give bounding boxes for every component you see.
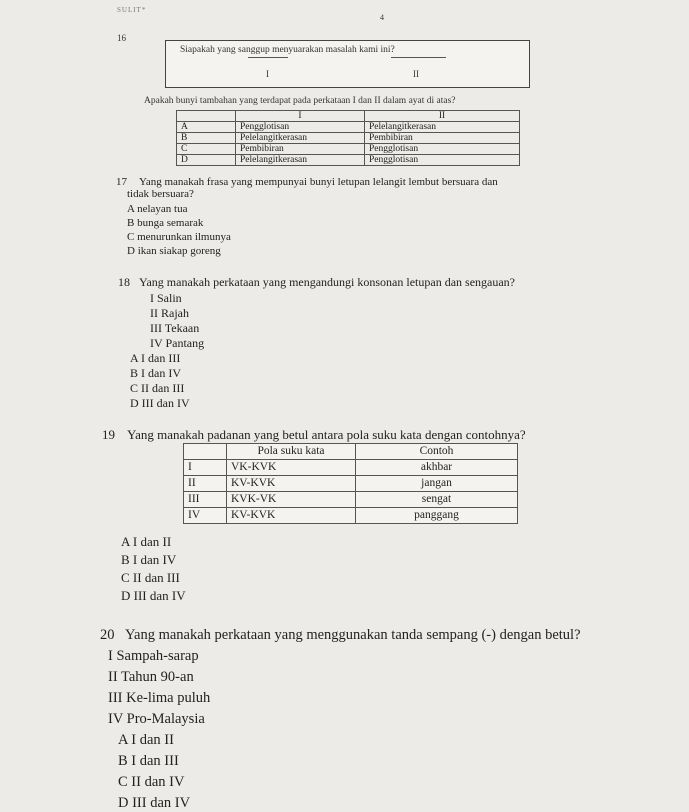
q18-question: Yang manakah perkataan yang mengandungi konsonan letupan dan sengauan?	[139, 275, 516, 289]
table-cell: Pengglotisan	[365, 155, 520, 166]
q16-number: 16	[117, 33, 126, 43]
table-cell: II	[365, 111, 520, 122]
table-cell: Pengglotisan	[236, 122, 365, 133]
table-row	[177, 144, 520, 155]
q17-option-b: B bunga semarak	[127, 217, 204, 229]
table-row	[184, 492, 518, 508]
table-cell: VK-KVK	[227, 460, 356, 476]
page-number: 4	[380, 13, 384, 22]
q19-option-a: A I dan II	[121, 534, 172, 549]
q18-item-2: II Rajah	[150, 306, 189, 320]
table-row	[184, 460, 518, 476]
table-header-row	[184, 444, 518, 460]
q19-option-b: B I dan IV	[121, 552, 177, 567]
q19-option-c: C II dan III	[121, 570, 180, 585]
q18-option-c: C II dan III	[130, 381, 185, 395]
q20-question: Yang manakah perkataan yang menggunakan tanda sempang (-) dengan betul?	[125, 627, 581, 643]
table-cell: Pembibiran	[236, 144, 365, 155]
table-cell: I	[236, 111, 365, 122]
q20-item-1: I Sampah-sarap	[108, 648, 199, 664]
q17-question-line1: Yang manakah frasa yang mempunyai bunyi letupan lelangit lembut bersuara dan	[139, 176, 498, 188]
table-row	[177, 122, 520, 133]
q16-marker-2: II	[413, 69, 419, 79]
q18-item-4: IV Pantang	[150, 336, 205, 350]
table-cell: panggang	[356, 508, 518, 524]
table-header-row	[177, 111, 520, 122]
q19-question: Yang manakah padanan yang betul antara pola suku kata dengan contohnya?	[127, 427, 526, 442]
q16-marker-1: I	[266, 69, 269, 79]
table-cell	[177, 111, 236, 122]
q18-number: 18	[118, 275, 130, 289]
q18-item-3: III Tekaan	[150, 321, 200, 335]
q19-option-d: D III dan IV	[121, 588, 186, 603]
table-cell: sengat	[356, 492, 518, 508]
table-cell: jangan	[356, 476, 518, 492]
q17-option-a: A nelayan tua	[127, 203, 188, 215]
q16-sentence-box	[165, 40, 530, 88]
q17-question-line2: tidak bersuara?	[127, 188, 194, 200]
subject-label: SULIT*	[117, 6, 147, 14]
q17-option-d: D ikan siakap goreng	[127, 245, 221, 257]
table-cell: KV-KVK	[227, 508, 356, 524]
table-cell: Pelelangitkerasan	[236, 155, 365, 166]
q20-number: 20	[100, 627, 115, 643]
q16-table	[176, 110, 520, 166]
table-cell: D	[177, 155, 236, 166]
q20-item-4: IV Pro-Malaysia	[108, 711, 205, 727]
table-cell: Pembibiran	[365, 133, 520, 144]
table-cell: I	[184, 460, 227, 476]
q19-table	[183, 443, 518, 524]
q18-option-b: B I dan IV	[130, 366, 181, 380]
table-row	[184, 508, 518, 524]
q20-option-a: A I dan II	[118, 732, 174, 748]
table-cell: III	[184, 492, 227, 508]
table-cell: Pelelangitkerasan	[365, 122, 520, 133]
table-cell: C	[177, 144, 236, 155]
table-cell: Pola suku kata	[227, 444, 356, 460]
q16-underline-2	[391, 57, 446, 58]
q20-item-2: II Tahun 90-an	[108, 669, 194, 685]
table-cell: KV-KVK	[227, 476, 356, 492]
q18-option-a: A I dan III	[130, 351, 181, 365]
table-cell: Pelelangitkerasan	[236, 133, 365, 144]
table-row	[184, 476, 518, 492]
q20-item-3: III Ke-lima puluh	[108, 690, 211, 706]
q20-option-b: B I dan III	[118, 753, 179, 769]
q16-underline-1	[248, 57, 288, 58]
table-cell: Contoh	[356, 444, 518, 460]
q19-number: 19	[102, 427, 115, 442]
table-cell: A	[177, 122, 236, 133]
q16-question: Apakah bunyi tambahan yang terdapat pada perkataan I dan II dalam ayat di atas?	[144, 96, 456, 106]
table-row	[177, 155, 520, 166]
table-cell: KVK-VK	[227, 492, 356, 508]
q17-option-c: C menurunkan ilmunya	[127, 231, 231, 243]
q18-option-d: D III dan IV	[130, 396, 190, 410]
q18-item-1: I Salin	[150, 291, 182, 305]
q20-option-d: D III dan IV	[118, 795, 191, 811]
q17-number: 17	[116, 176, 127, 188]
table-cell: akhbar	[356, 460, 518, 476]
q16-sentence: Siapakah yang sanggup menyuarakan masalah kami ini?	[180, 45, 395, 55]
q20-option-c: C II dan IV	[118, 774, 185, 790]
table-cell: Pengglotisan	[365, 144, 520, 155]
table-cell	[184, 444, 227, 460]
table-cell: IV	[184, 508, 227, 524]
table-row	[177, 133, 520, 144]
table-cell: II	[184, 476, 227, 492]
table-cell: B	[177, 133, 236, 144]
